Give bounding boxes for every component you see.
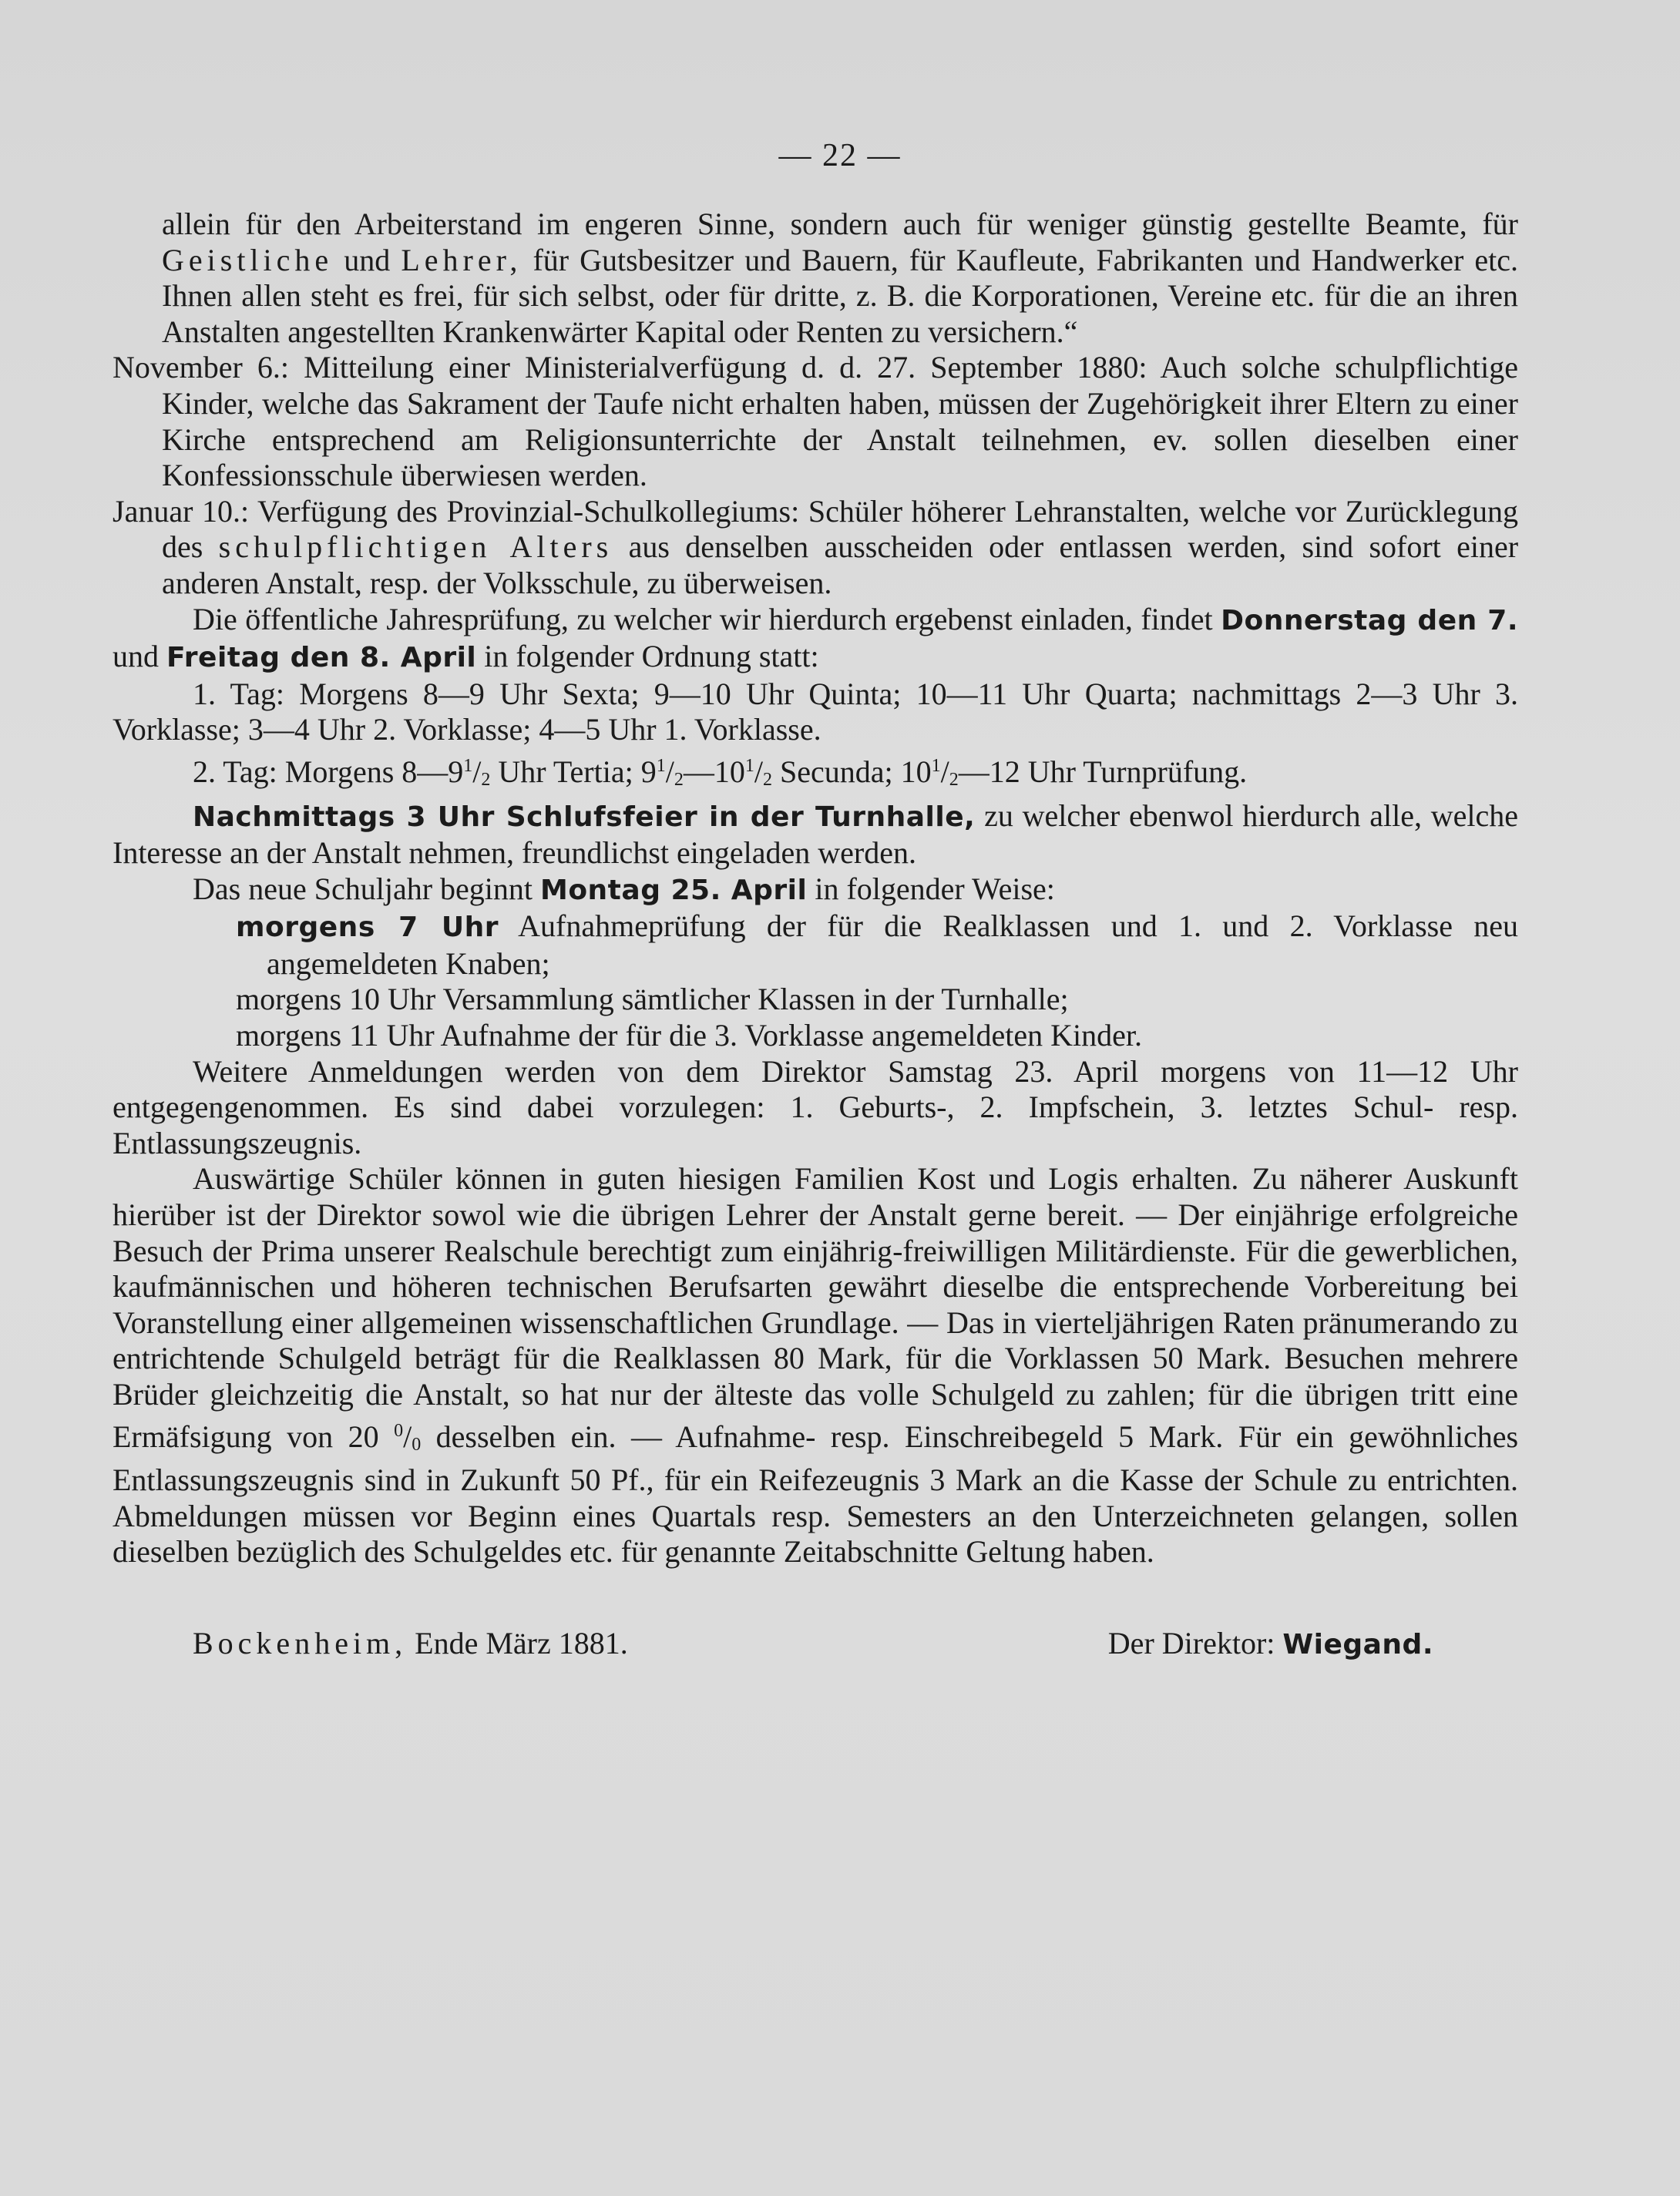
text-montag: Montag 25. April xyxy=(540,874,808,906)
text-und: und xyxy=(344,242,391,277)
text-exam-b: in folgender Ordnung statt: xyxy=(484,639,819,674)
text-schulpflichtigen: schulpflichtigen Alters xyxy=(218,529,613,565)
text-januar-a: Januar 10.: Verfügung des Provinzial-Schulkollegiums: Schüler höherer Lehranstalten, welche vor Zurücklegung des xyxy=(113,493,1518,565)
text-bockenheim: Bockenheim, xyxy=(193,1625,408,1660)
text-fees-b: desselben ein. — Aufnahme- resp. Einschreibegeld 5 Mark. Für ein gewöhnliches Entlassungszeugnis sind in Zukunft 50 Pf., für ein Reifezeugnis 3 Mark an die Kasse der Schule zu entrichten. Abmeldungen müssen vor Beginn eines Quartals resp. Semesters an den Unterzeichneten gelangen, sollen dieselben bezüglich des Schulgeldes etc. für genannte Zeitabschnitte Geltung haben. xyxy=(113,1419,1519,1570)
text-insurance-a: allein für den Arbeiterstand im engeren Sinne, sondern auch für weniger günstig gestellte Beamte, für xyxy=(162,207,1518,241)
text-year-b: in folgender Weise: xyxy=(815,871,1055,906)
director-signature xyxy=(1108,1626,1433,1664)
schedule-m7 xyxy=(113,908,1518,982)
schedule-m11: morgens 11 Uhr Aufnahme der für die 3. Vorklasse angemeldeten Kinder. xyxy=(236,1018,1143,1053)
entry-november: November 6.: Mitteilung einer Ministerialverfügung d. d. 27. September 1880: Auch solche schulpflichtige Kinder, welche das Sakrament der Taufe nicht erhalten haben, müssen der Zugehörigkeit ihrer Eltern zu einer Kirche entsprechend am Religionsunterrichte der Anstalt teilnehmen, ev. sollen dieselben einer Konfessionsschule überwiesen werden. xyxy=(113,350,1518,493)
paragraph-fees: Auswärtige Schüler können in guten hiesigen Familien Kost und Logis erhalten. Zu näherer Auskunft hierüber ist der Direktor sowol wie die übrigen Lehrer der Anstalt gerne bereit. — Der einjährige erfolgreiche Besuch der Prima unserer Realschule berechtigt zum einjährig-freiwilligen Militärdienste. Für die gewerblichen, kaufmännischen und höheren technischen Berufsarten gewährt dieselbe die entsprechende Vorbereitung bei Voranstellung einer allgemeinen wissenschaftlichen Grundlage. — Das in vierteljährigen Raten pränumerando zu entrichtende Schulgeld beträgt für die Realklassen 80 Mark, für die Vorklassen 50 Mark. Besuchen mehrere Brüder gleichzeitig die Anstalt, so hat nur der älteste das volle Schulgeld zu zahlen; für die übrigen tritt eine Ermäfsigung von 20 $^0$/0 desselben ein. — Aufnahme- resp. Einschreibegeld 5 Mark. Für ein gewöhnliches Entlassungszeugnis sind in Zukunft 50 Pf., für ein Reifezeugnis 3 Mark an die Kasse der Schule zu entrichten. Abmeldungen müssen vor Beginn eines Quartals resp. Semesters an den Unterzeichneten gelangen, sollen dieselben bezüglich des Schulgeldes etc. für genannte Zeitabschnitte Geltung haben. xyxy=(113,1161,1519,1570)
paragraph-insurance xyxy=(162,207,1518,350)
text-day2-e: —12 Uhr Turnprüfung. xyxy=(958,754,1248,789)
text-director-name: Wiegand. xyxy=(1282,1628,1433,1660)
place-date xyxy=(193,1626,628,1664)
text-director-label: Der Direktor: xyxy=(1107,1625,1275,1660)
text-day2-b: Uhr Tertia; 9 xyxy=(498,754,657,789)
page-number: — 22 — xyxy=(778,138,902,173)
paragraph-day1: 1. Tag: Morgens 8—9 Uhr Sexta; 9—10 Uhr Quinta; 10—11 Uhr Quarta; nachmittags 2—3 Uhr 3. Vorklasse; 3—4 Uhr 2. Vorklasse; 4—5 Uhr 1. Vorklasse. xyxy=(113,676,1518,747)
text-exam-a: Die öffentliche Jahresprüfung, zu welcher wir hierdurch ergebenst einladen, findet xyxy=(193,601,1213,636)
text-closing: zu welcher ebenwol hierdurch alle, welche Interesse an der Anstalt nehmen, freundlichst eingeladen werden. xyxy=(113,797,1518,871)
text-lehrer: Lehrer, xyxy=(401,242,522,277)
signature-line xyxy=(113,1626,1518,1664)
text-m7: Aufnahmeprüfung der für die Realklassen und 1. und 2. Vorklasse neu angemeldeten Knaben; xyxy=(267,908,1518,981)
text-day2-a: 2. Tag: Morgens 8—9 xyxy=(193,754,464,789)
text-exam-und: und xyxy=(113,639,159,674)
body-text xyxy=(113,207,1519,1664)
text-morgens-7: morgens 7 Uhr xyxy=(236,912,499,944)
paragraph-exam xyxy=(113,602,1518,677)
schedule-m10: morgens 10 Uhr Versammlung sämtlicher Klassen in der Turnhalle; xyxy=(236,982,1069,1017)
text-day2-d: Secunda; 10 xyxy=(779,754,932,789)
text-geistliche: Geistliche xyxy=(162,242,334,277)
paragraph-day2: 2. Tag: Morgens $8—9^1/2$ Uhr Tertia; $9^1/2—10^1/2$ Secunda; $10^1/2—12$ Uhr Turnprüfung. xyxy=(193,754,1248,790)
text-januar-b: aus denselben ausscheiden oder entlassen werden, sind sofort einer anderen Anstalt, resp. der Volksschule, zu überweisen. xyxy=(162,529,1519,600)
text-donnerstag: Donnerstag den 7. xyxy=(1221,604,1519,636)
paragraph-closing xyxy=(113,798,1518,871)
text-year-a: Das neue Schuljahr beginnt xyxy=(193,871,533,906)
text-schlussfeier: Nachmittags 3 Uhr Schlufsfeier in der Turnhalle, xyxy=(193,801,976,833)
paragraph-registration: Weitere Anmeldungen werden von dem Direktor Samstag 23. April morgens von 11—12 Uhr entgegengenommen. Es sind dabei vorzulegen: 1. Geburts-, 2. Impfschein, 3. letztes Schul- resp. Entlassungszeugnis. xyxy=(113,1053,1518,1160)
paragraph-new-year xyxy=(113,871,1518,909)
text-insurance-c: für Gutsbesitzer und Bauern, für Kaufleute, Fabrikanten und Handwerker etc. Ihnen allen steht es frei, für sich selbst, oder für dritte, z. B. die Korporationen, Vereine etc. für die an ihren Anstalten angestellten Krankenwärter Kapital oder Renten zu versichern.“ xyxy=(162,242,1519,349)
entry-januar xyxy=(113,494,1518,602)
text-date: Ende März 1881. xyxy=(415,1625,628,1660)
text-fees-a: Auswärtige Schüler können in guten hiesigen Familien Kost und Logis erhalten. Zu näherer Auskunft hierüber ist der Direktor sowol wie die übrigen Lehrer der Anstalt gerne bereit. — Der einjährige erfolgreiche Besuch der Prima unserer Realschule berechtigt zum einjährig-freiwilligen Militärdienste. Für die gewerblichen, kaufmännischen und höheren technischen Berufsarten gewährt dieselbe die entsprechende Vorbereitung bei Voranstellung einer allgemeinen wissenschaftlichen Grundlage. — Das in vierteljährigen Raten pränumerando zu entrichtende Schulgeld beträgt für die Realklassen 80 Mark, für die Vorklassen 50 Mark. Besuchen mehrere Brüder gleichzeitig die Anstalt, so hat nur der älteste das volle Schulgeld zu zahlen; für die übrigen tritt eine Ermäfsigung von 20 xyxy=(113,1161,1518,1454)
text-freitag: Freitag den 8. April xyxy=(166,642,477,674)
text-day2-c: —10 xyxy=(683,754,745,789)
